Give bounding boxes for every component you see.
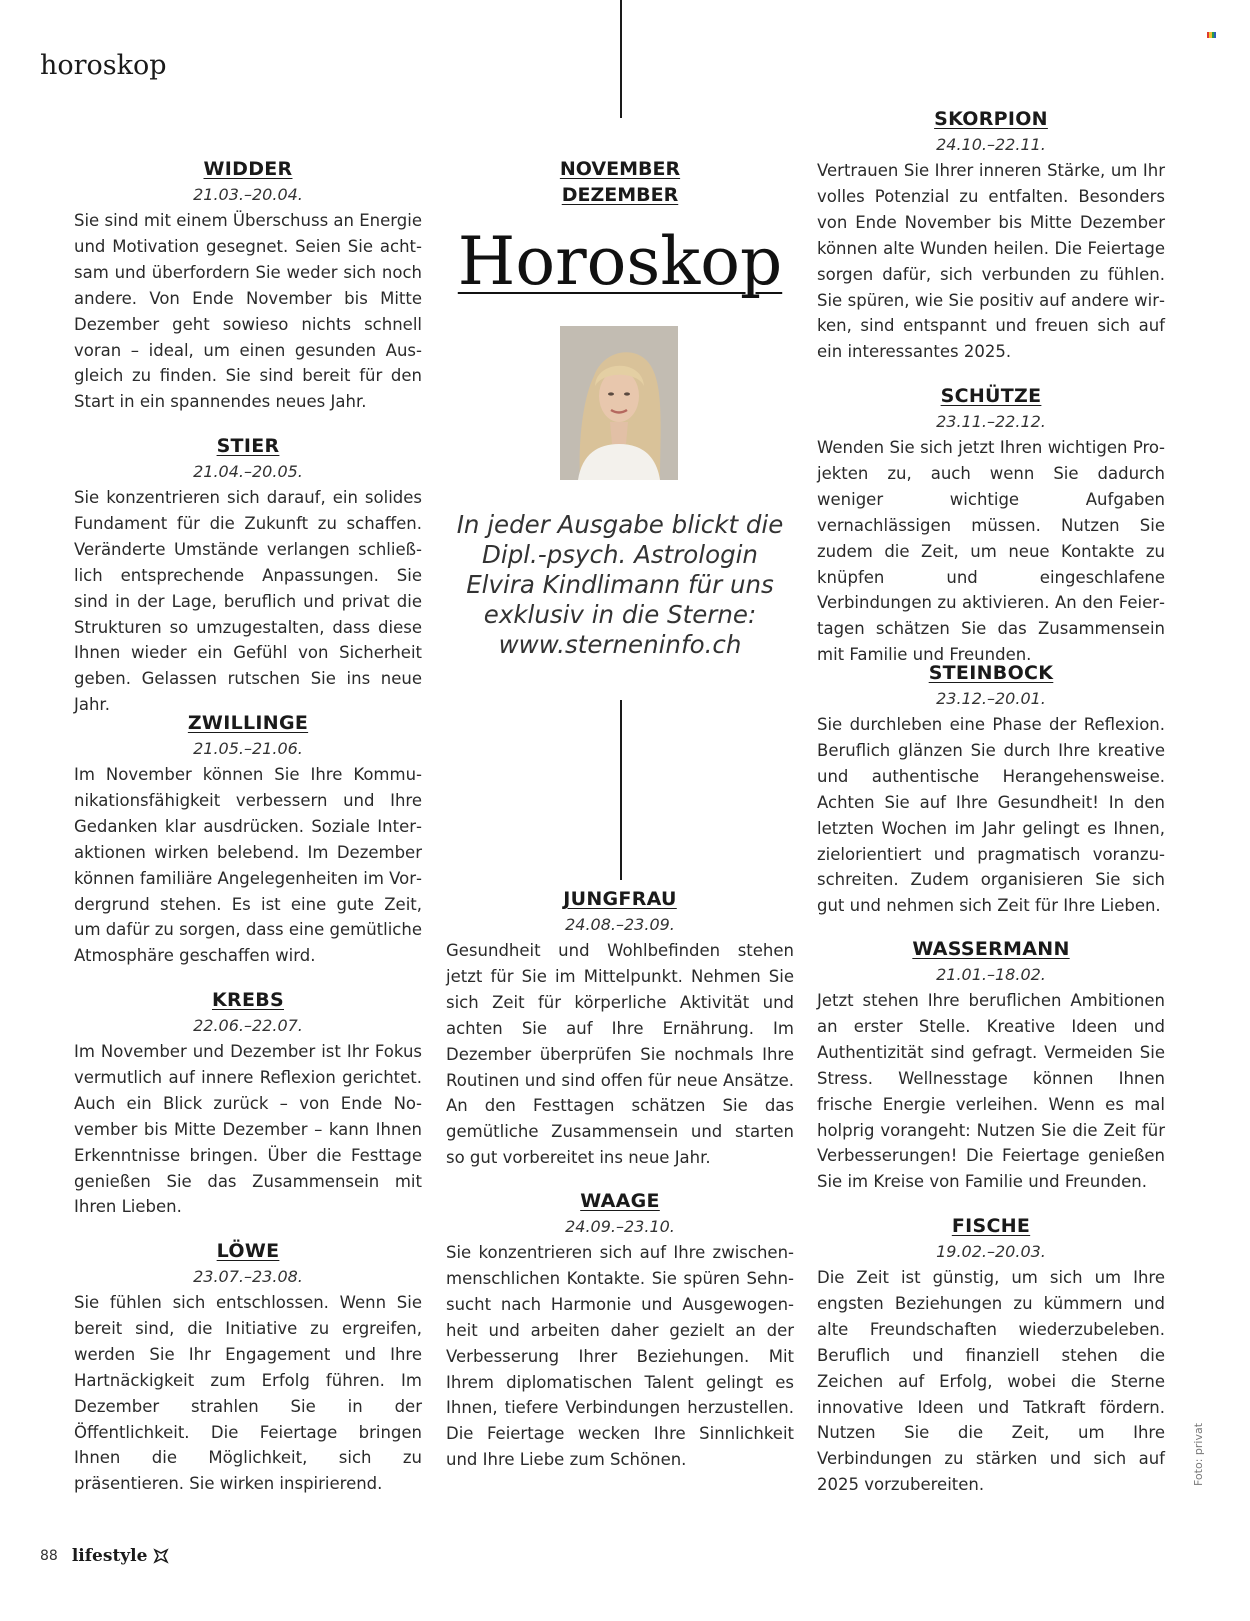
page-title: Horoskop bbox=[457, 223, 783, 300]
sign-dates: 22.06.–22.07. bbox=[193, 1016, 303, 1035]
intro-line: In jeder Ausgabe blickt die bbox=[456, 510, 784, 539]
sign-text: Jetzt stehen Ihre beruflichen Ambitionen an erster Stelle. Kreative Ideen und Authentizität sind gefragt. Vermeiden Sie Stress. Wellnesstage können Ihnen frische Energie verleihen. Wenn es mal holprig vorangeht: Nutzen Sie die Zeit für Verbesserungen! Die Feiertage genießen Sie im Kreise von Familie und Freunden. bbox=[817, 991, 1165, 1192]
sign-name: WIDDER bbox=[203, 158, 293, 180]
column-right bbox=[817, 106, 1165, 365]
sign-zwillinge bbox=[74, 710, 422, 969]
sign-name: FISCHE bbox=[951, 1215, 1031, 1237]
brand-logo-icon bbox=[153, 1548, 169, 1564]
sign-text: Sie sind mit einem Überschuss an Energie und Motivation gesegnet. Seien Sie achtsam und überfordern Sie weder sich noch andere. Von Ende November bis Mitte Dezember geht sowieso nichts schnell voran – ideal, um einen gesunden Ausgleich zu finden. Sie sind bereit für den Start in ein spannendes neues Jahr. bbox=[74, 211, 422, 412]
sign-text: Vertrauen Sie Ihrer inneren Stärke, um Ihr volles Potenzial zu entfalten. Besonders von Ende November bis Mitte Dezember können alte Wunden heilen. Die Feiertage sorgen dafür, sich verbunden zu fühlen. Sie spüren, wie Sie positiv auf andere wirken, sind entspannt und freuen sich auf ein interessantes 2025. bbox=[817, 161, 1165, 362]
sign-name: STIER bbox=[216, 435, 280, 457]
sign-text: Gesundheit und Wohlbefinden stehen jetzt für Sie im Mittelpunkt. Nehmen Sie sich Zeit für körperliche Aktivität und achten Sie auf Ihre Ernährung. Im Dezember überprüfen Sie nochmals Ihre Routinen und sind offen für neue Ansätze. An den Festtagen schätzen Sie das gemütliche Zusammensein und starten so gut vorbereitet ins neue Jahr. bbox=[446, 941, 794, 1168]
sign-waage bbox=[446, 1188, 794, 1473]
sign-text: Die Zeit ist günstig, um sich um Ihre engsten Beziehungen zu kümmern und alte Freundschaften wiederzubeleben. Beruflich und finanziell stehen die Zeichen auf Erfolg, wobei die Sterne innovative Ideen und Tatkraft fördern. Nutzen Sie die Zeit, um Ihre Verbindungen zu stärken und sich auf 2025 vorzubereiten. bbox=[817, 1268, 1165, 1495]
sign-dates: 21.05.–21.06. bbox=[193, 739, 303, 758]
page-footer bbox=[40, 1546, 169, 1566]
sign-dates: 19.02.–20.03. bbox=[936, 1242, 1046, 1261]
issue-month-2: DEZEMBER bbox=[561, 184, 679, 206]
column-right bbox=[817, 660, 1165, 919]
column-right bbox=[817, 1213, 1165, 1498]
astrologer-portrait bbox=[560, 326, 678, 480]
sign-fische bbox=[817, 1213, 1165, 1498]
website-link[interactable]: www.sterneninfo.ch bbox=[498, 630, 742, 659]
column-left bbox=[74, 710, 422, 969]
sign-name: ZWILLINGE bbox=[187, 712, 309, 734]
sign-text: Sie konzentrieren sich auf Ihre zwischenmenschlichen Kontakte. Sie spüren Sehnsucht nach Harmonie und Ausgewogenheit und arbeiten daher gezielt an der Verbesserung Ihrer Beziehungen. Mit Ihrem diplomatischen Talent gelingt es Ihnen, tiefere Verbindungen herzustellen. Die Feiertage wecken Ihre Sinnlichkeit und Ihre Liebe zum Schönen. bbox=[446, 1243, 794, 1470]
top-divider-line bbox=[620, 0, 622, 118]
sign-text: Sie fühlen sich entschlossen. Wenn Sie bereit sind, die Initiative zu ergreifen, werden Sie Ihr Engagement und Ihre Hartnäckigkeit zum Erfolg führen. Im Dezember strahlen Sie in der Öffentlichkeit. Die Feiertage bringen Ihnen die Möglichkeit, sich zu präsentieren. Sie wirken inspirierend. bbox=[74, 1293, 422, 1494]
column-middle bbox=[446, 1188, 794, 1473]
sign-text: Wenden Sie sich jetzt Ihren wichtigen Projekten zu, auch wenn Sie dadurch weniger wichtige Aufgaben vernachlässigen müssen. Nutzen Sie zudem die Zeit, um neue Kontakte zu knüpfen und eingeschlafene Verbindungen zu aktivieren. An den Feiertagen schätzen Sie das Zusammensein mit Familie und Freunden. bbox=[817, 438, 1165, 665]
intro-line: Dipl.-psych. Astrologin bbox=[482, 540, 758, 569]
column-left bbox=[74, 1238, 422, 1497]
sign-dates: 23.11.–22.12. bbox=[936, 412, 1046, 431]
sign-jungfrau bbox=[446, 886, 794, 1171]
sign-stier bbox=[74, 433, 422, 718]
sign-name: SKORPION bbox=[934, 108, 1048, 130]
sign-name: JUNGFRAU bbox=[563, 888, 677, 910]
sign-name: LÖWE bbox=[216, 1240, 280, 1262]
middle-divider-line bbox=[620, 700, 622, 880]
sign-text: Sie konzentrieren sich darauf, ein solides Fundament für die Zukunft zu schaffen. Veränderte Umstände verlangen schließlich entsprechende Anpassungen. Sie sind in der Lage, beruflich und privat die Strukturen so umzugestalten, dass diese Ihnen wieder ein Gefühl von Sicherheit geben. Gelassen rutschen Sie ins neue Jahr. bbox=[74, 488, 422, 715]
intro-line: Elvira Kindlimann für uns bbox=[466, 570, 774, 599]
sign-text: Im November können Sie Ihre Kommunikationsfähigkeit verbessern und Ihre Gedanken klar ausdrücken. Soziale Interaktionen wirken belebend. Im Dezember können familiäre Angelegenheiten im Vordergrund stehen. Es ist eine gute Zeit, um dafür zu sorgen, dass eine gemütliche Atmosphäre geschaffen wird. bbox=[74, 765, 422, 966]
intro-line: exklusiv in die Sterne: bbox=[483, 600, 757, 629]
issue-month-1: NOVEMBER bbox=[559, 158, 681, 180]
sign-text: Sie durchleben eine Phase der Reflexion. Beruflich glänzen Sie durch Ihre kreative und authentische Herangehensweise. Achten Sie auf Ihre Gesundheit! In den letzten Wochen im Jahr gelingt es Ihnen, zielorientiert und pragmatisch voranzuschreiten. Zudem organisieren Sie sich gut und nehmen sich Zeit für Ihre Lieben. bbox=[817, 715, 1165, 916]
sign-krebs bbox=[74, 987, 422, 1220]
sign-dates: 23.07.–23.08. bbox=[193, 1267, 303, 1286]
sign-steinbock bbox=[817, 660, 1165, 919]
sign-dates: 21.04.–20.05. bbox=[193, 462, 303, 481]
intro-text bbox=[440, 510, 800, 660]
column-left bbox=[74, 156, 422, 415]
column-left bbox=[74, 433, 422, 718]
sign-name: STEINBOCK bbox=[928, 662, 1054, 684]
sign-name: KREBS bbox=[212, 989, 284, 1011]
sign-schuetze bbox=[817, 383, 1165, 668]
sign-dates: 24.09.–23.10. bbox=[565, 1217, 675, 1236]
section-tag: horoskop bbox=[40, 50, 167, 81]
sign-dates: 21.01.–18.02. bbox=[936, 965, 1046, 984]
photo-credit: Foto: privat bbox=[1192, 1422, 1205, 1486]
sign-name: WASSERMANN bbox=[912, 938, 1070, 960]
horoscope-header bbox=[446, 156, 794, 302]
sign-widder bbox=[74, 156, 422, 415]
sign-name: WAAGE bbox=[580, 1190, 660, 1212]
sign-dates: 24.10.–22.11. bbox=[936, 135, 1046, 154]
sign-loewe bbox=[74, 1238, 422, 1497]
page-number: 88 bbox=[40, 1548, 58, 1564]
color-registration-icon bbox=[1207, 32, 1216, 38]
column-middle bbox=[446, 886, 794, 1171]
sign-dates: 23.12.–20.01. bbox=[936, 689, 1046, 708]
sign-text: Im November und Dezember ist Ihr Fokus vermutlich auf innere Reflexion gerichtet. Auch ein Blick zurück – von Ende November bis Mitte Dezember – kann Ihnen Erkenntnisse bringen. Über die Festtage genießen Sie das Zusammensein mit Ihren Lieben. bbox=[74, 1042, 422, 1217]
sign-skorpion bbox=[817, 106, 1165, 365]
column-left bbox=[74, 987, 422, 1220]
column-right bbox=[817, 936, 1165, 1195]
brand-name: lifestyle bbox=[71, 1546, 148, 1566]
sign-wassermann bbox=[817, 936, 1165, 1195]
sign-name: SCHÜTZE bbox=[940, 385, 1042, 407]
sign-dates: 24.08.–23.09. bbox=[565, 915, 675, 934]
column-right bbox=[817, 383, 1165, 668]
sign-dates: 21.03.–20.04. bbox=[193, 185, 303, 204]
